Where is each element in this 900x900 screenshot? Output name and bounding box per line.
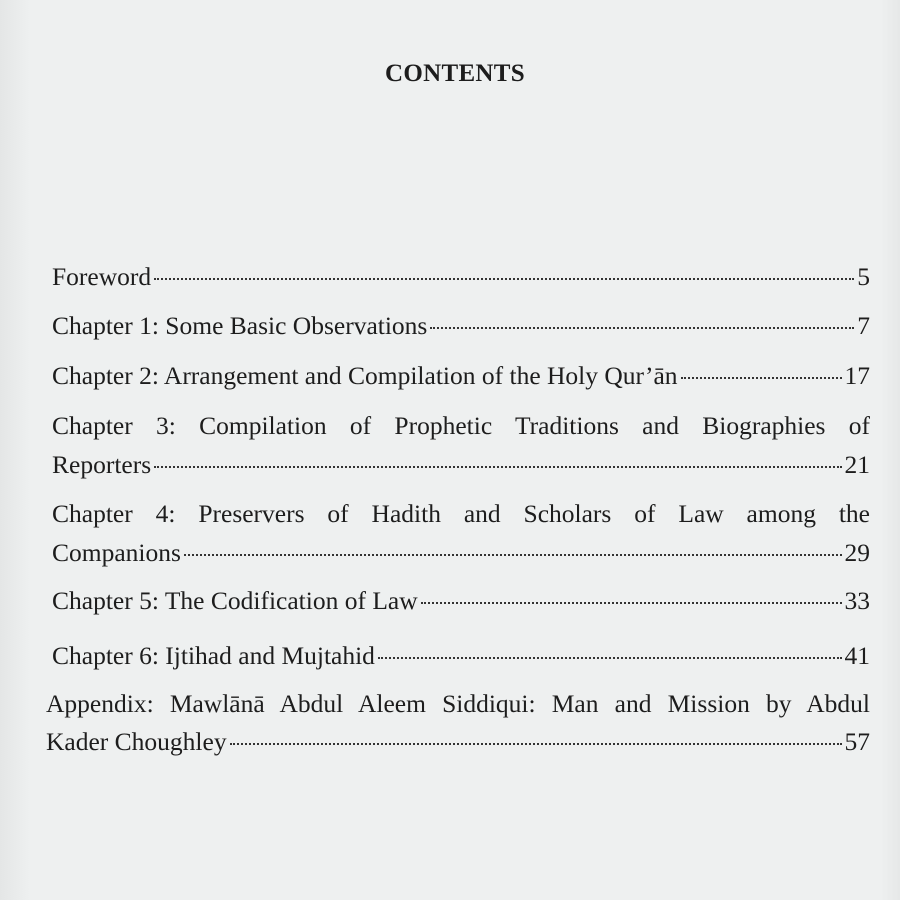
toc-entry-appendix[interactable] (46, 727, 870, 757)
toc-entry-appendix-line-1[interactable]: Appendix: Mawlānā Abdul Aleem Siddiqui: Man and Mission by Abdul (46, 689, 870, 718)
dot-leader (378, 657, 842, 659)
toc-entry-chapter-1[interactable] (52, 311, 870, 341)
toc-entry-foreword[interactable] (52, 262, 870, 292)
toc-entry-chapter-4[interactable] (52, 538, 870, 568)
page-number: 21 (844, 450, 870, 479)
entry-title: Foreword (52, 262, 152, 291)
entry-title: Chapter 5: The Codification of Law (52, 586, 418, 615)
dot-leader (421, 602, 842, 604)
entry-title: Kader Choughley (46, 727, 227, 756)
entry-title: Companions (52, 538, 181, 567)
entry-title: Chapter 6: Ijtihad and Mujtahid (52, 641, 375, 670)
entry-title: Chapter 1: Some Basic Observations (52, 311, 428, 340)
toc-entry-chapter-4-line-1[interactable]: Chapter 4: Preservers of Hadith and Scholars of Law among the (52, 499, 870, 528)
dot-leader (154, 278, 854, 280)
dot-leader (681, 377, 842, 379)
page-number: 7 (857, 311, 870, 340)
page-number: 41 (844, 641, 870, 670)
page-number: 29 (844, 538, 870, 567)
page-number: 17 (844, 361, 870, 390)
toc-entry-chapter-5[interactable] (52, 586, 870, 616)
toc-entry-chapter-3-line-1[interactable]: Chapter 3: Compilation of Prophetic Traditions and Biographies of (52, 411, 870, 440)
page-number: 5 (857, 262, 870, 291)
entry-title: Chapter 2: Arrangement and Compilation of the Holy Qur’ān (52, 361, 678, 390)
dot-leader (154, 466, 841, 468)
dot-leader (184, 554, 842, 556)
entry-title: Reporters (52, 450, 152, 479)
contents-heading: CONTENTS (385, 60, 525, 87)
dot-leader (230, 743, 842, 745)
toc-entry-chapter-6[interactable] (52, 641, 870, 671)
toc-entry-chapter-2[interactable] (52, 361, 870, 391)
dot-leader (430, 327, 854, 329)
page-number: 57 (844, 727, 870, 756)
toc-entry-chapter-3[interactable] (52, 450, 870, 480)
page-number: 33 (844, 586, 870, 615)
